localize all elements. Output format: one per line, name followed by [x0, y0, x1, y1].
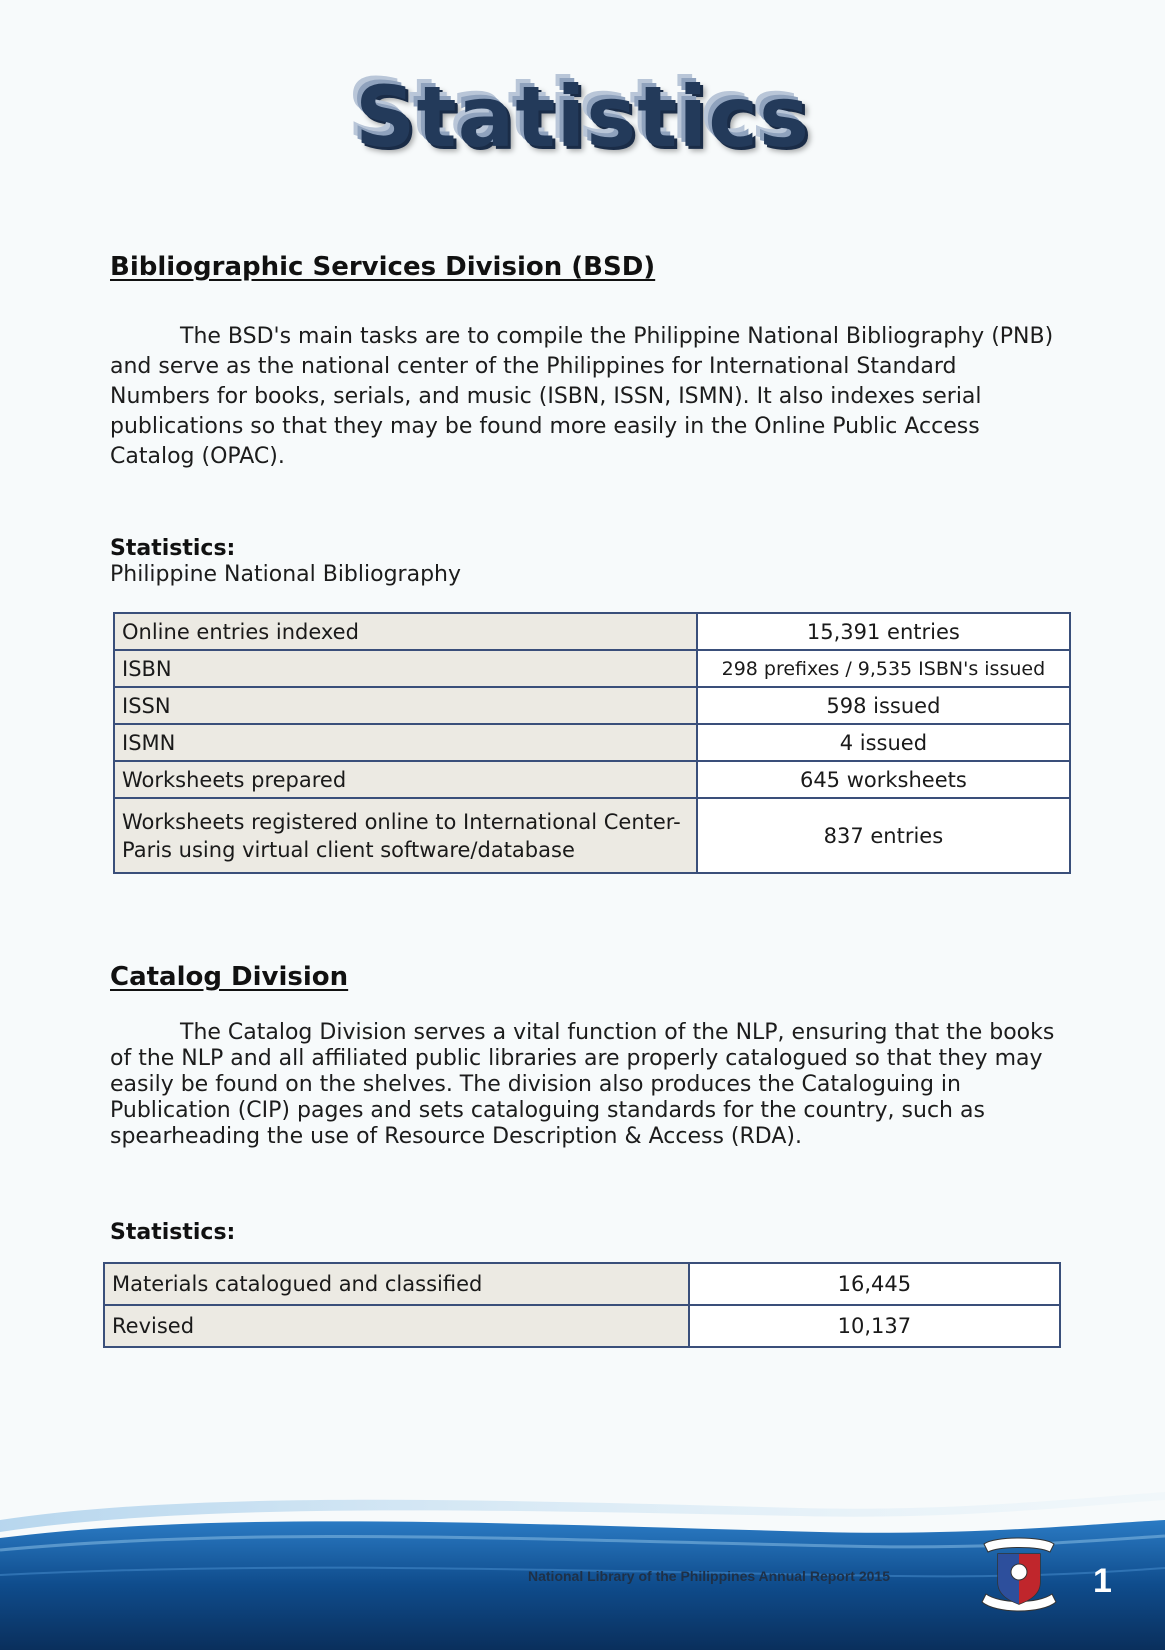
row-value: 598 issued: [697, 687, 1070, 724]
row-label: Revised: [104, 1305, 689, 1347]
table-row: [114, 761, 1070, 798]
row-value: 4 issued: [697, 724, 1070, 761]
catalog-stats-table: [103, 1262, 1061, 1348]
table-row: [104, 1263, 1060, 1305]
catalog-paragraph: The Catalog Division serves a vital function of the NLP, ensuring that the books of the NLP and all affiliated public libraries are properly catalogued so that they may easily be found on the shelves. The division also produces the Cataloguing in Publication (CIP) pages and sets cataloguing standards for the country, such as spearheading the use of Resource Description & Access (RDA).: [110, 1020, 1055, 1149]
page-number: 1: [1093, 1562, 1112, 1600]
row-value: 16,445: [689, 1263, 1060, 1305]
bsd-stats-table: [113, 612, 1071, 874]
row-label: Worksheets registered online to International Center-Paris using virtual client software/database: [114, 798, 697, 873]
row-label: Worksheets prepared: [114, 761, 697, 798]
nlp-seal-icon: [974, 1534, 1064, 1620]
row-value: 645 worksheets: [697, 761, 1070, 798]
row-label: ISMN: [114, 724, 697, 761]
row-value: 10,137: [689, 1305, 1060, 1347]
page-title: Statistics: [354, 68, 811, 166]
row-value: 837 entries: [697, 798, 1070, 873]
table-row: [114, 724, 1070, 761]
bsd-stats-subtitle: Philippine National Bibliography: [110, 562, 462, 587]
catalog-heading: Catalog Division: [110, 962, 349, 992]
row-label: Online entries indexed: [114, 613, 697, 650]
row-label: ISSN: [114, 687, 697, 724]
row-label: ISBN: [114, 650, 697, 687]
row-label: Materials catalogued and classified: [104, 1263, 689, 1305]
catalog-stats-label: Statistics:: [110, 1220, 236, 1245]
table-row: [114, 650, 1070, 687]
table-row: [114, 798, 1070, 873]
table-row: [104, 1305, 1060, 1347]
row-value: 298 prefixes / 9,535 ISBN's issued: [697, 650, 1070, 687]
bsd-stats-label: Statistics:: [110, 536, 236, 561]
bsd-paragraph: The BSD's main tasks are to compile the Philippine National Bibliography (PNB) and serve as the national center of the Philippines for International Standard Numbers for books, serials, and music (ISBN, ISSN, ISMN). It also indexes serial publications so that they may be found more easily in the Online Public Access Catalog (OPAC).: [110, 324, 1054, 469]
table-row: [114, 687, 1070, 724]
table-row: [114, 613, 1070, 650]
bsd-heading: Bibliographic Services Division (BSD): [110, 252, 656, 282]
row-value: 15,391 entries: [697, 613, 1070, 650]
footer-report-title: National Library of the Philippines Annual Report 2015: [528, 1568, 890, 1584]
